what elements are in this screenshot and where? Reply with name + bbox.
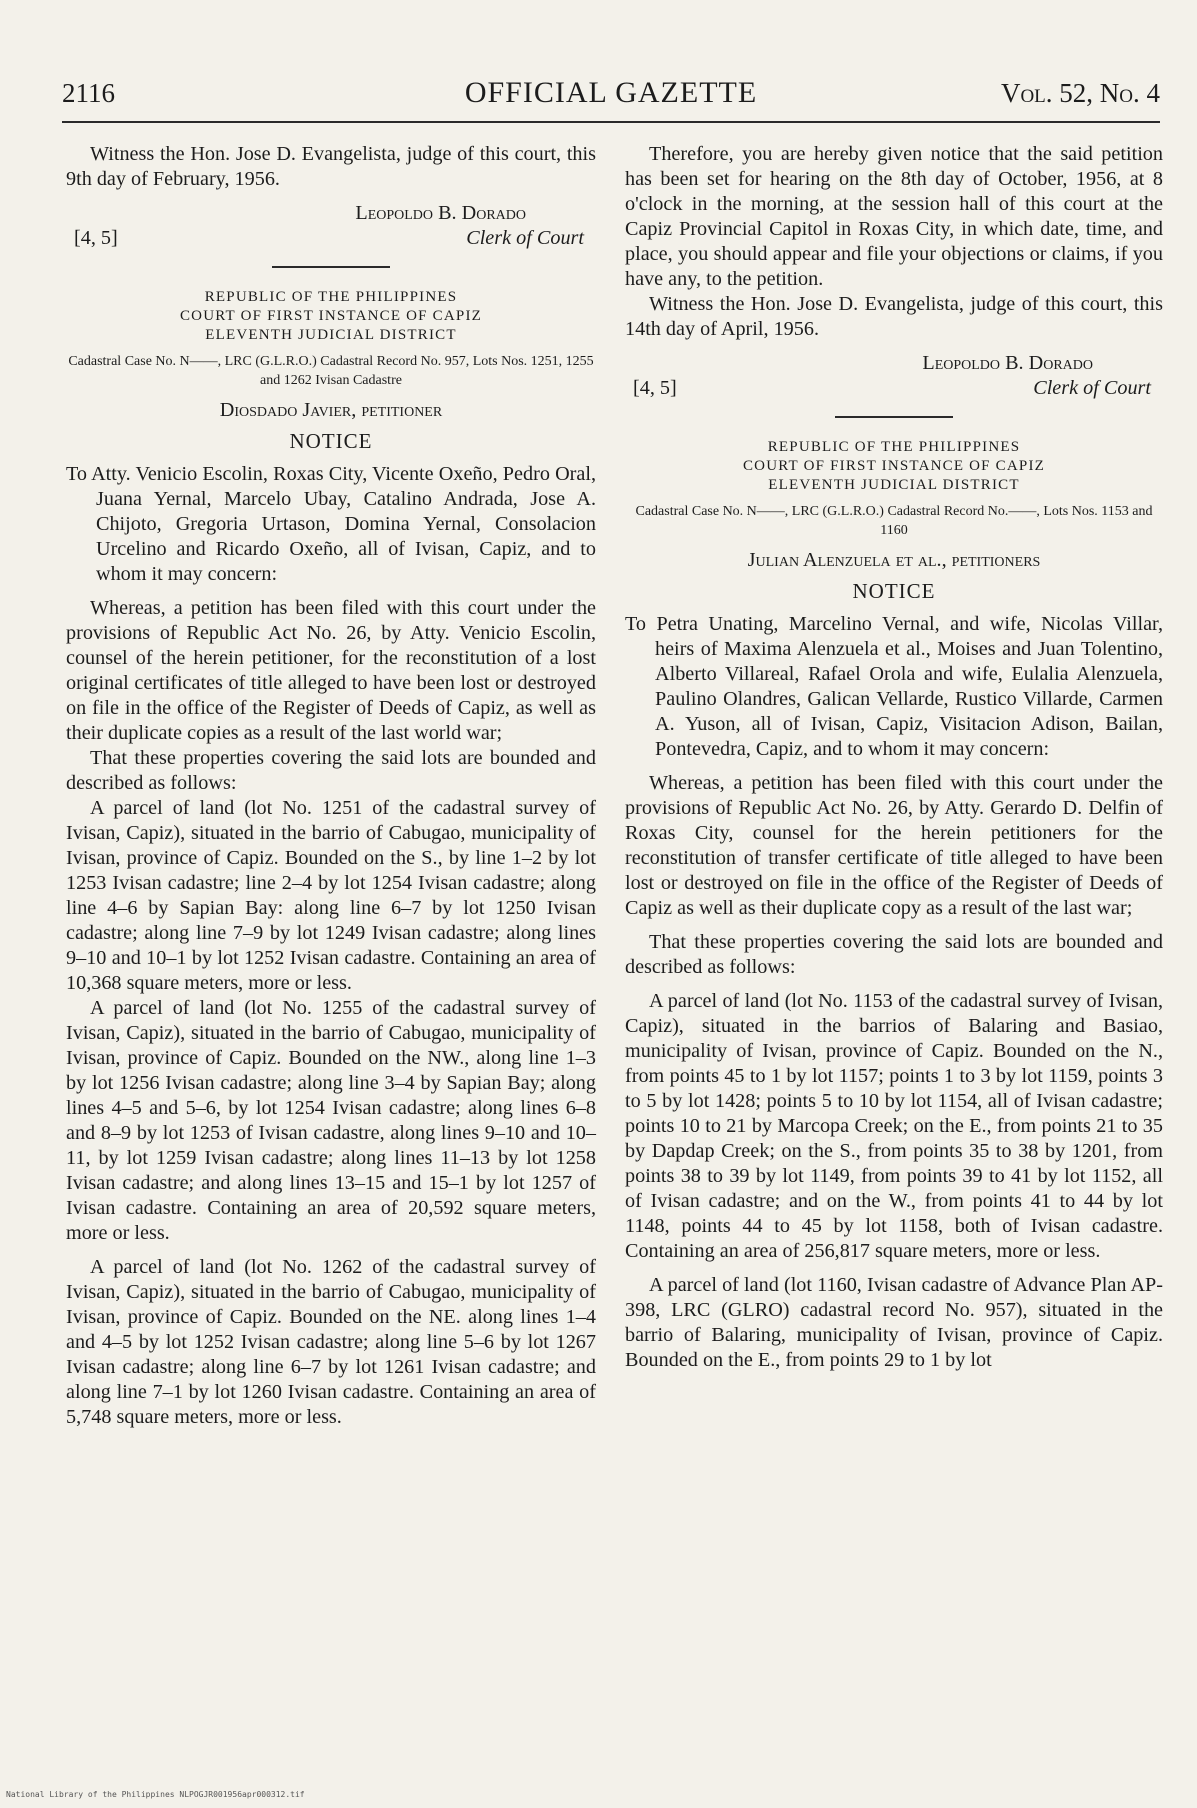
signature-name: Leopoldo B. Dorado xyxy=(355,202,526,224)
page-header xyxy=(62,70,1160,120)
whereas-paragraph: Whereas, a petition has been filed with this court under the provisions of Republic Act No. 26, by Atty. Gerardo D. Delfin of Roxas City, counsel for the herein petitioners for the reconstitution of transfer certificate of title alleged to have been lost or destroyed on file in the office of the Register of Deeds of Capiz as well as their duplicate copy as a result of the last war; xyxy=(625,772,1163,919)
parcel-paragraph: A parcel of land (lot No. 1255 of the cadastral survey of Ivisan, Capiz), situated in the barrio of Cabugao, municipality of Ivisan, province of Capiz. Bounded on the NW., along line 1–3 by lot 1256 Ivisan cadastre; along line 3–4 by Sapian Bay; along lines 4–5 and 5–6, by lot 1254 Ivisan cadastre; along lines 6–8 and 8–9 by lot 1253 of Ivisan cadastre, along lines 9–10 and 10–11, by lot 1259 Ivisan cadastre; along lines 11–13 by lot 1258 Ivisan cadastre; and along lines 13–15 and 15–1 by lot 1257 of Ivisan cadastre. Containing an area of 20,592 square meters, more or less. xyxy=(66,997,596,1244)
that-paragraph: That these properties covering the said lots are bounded and described as follows: xyxy=(625,931,1163,978)
court-line: COURT OF FIRST INSTANCE OF CAPIZ xyxy=(179,308,483,324)
publication-code: [4, 5] xyxy=(633,377,677,399)
court-line: REPUBLIC OF THE PHILIPPINES xyxy=(767,439,1021,455)
parcel-paragraph: A parcel of land (lot No. 1153 of the cadastral survey of Ivisan, Capiz), situated in the barrios of Balaring and Basiao, municipality of Ivisan, province of Capiz. Bounded on the N., from points 45 to 1 by lot 1157; points 1 to 3 by lot 1159, points 3 to 5 by lot 1428; points 5 to 10 by lot 1154, all of Ivisan cadastre; points 10 to 21 by Marcopa Creek; on the E., from points 21 to 35 by Dapdap Creek; on the S., from points 35 to 38 by 1201, from points 38 to 39 by lot 1149, from points 39 to 41 by lot 1152, all of Ivisan cadastre; and on the W., from points 41 to 44 by lot 1148, points 44 to 45 by lot 1158, both of Ivisan cadastre. Containing an area of 256,817 square meters, more or less. xyxy=(625,990,1163,1262)
court-line: ELEVENTH JUDICIAL DISTRICT xyxy=(768,477,1020,493)
left-column xyxy=(66,142,596,1430)
whereas-paragraph: Whereas, a petition has been filed with this court under the provisions of Republic Act No. 26, by Atty. Venicio Escolin, counsel of the herein petitioner, for the reconstitution of a lost original certificates of title alleged to have been lost or destroyed on file in the office of the Register of Deeds of Capiz, as well as their duplicate copies as a result of the last world war; xyxy=(66,597,596,744)
parcel-paragraph: A parcel of land (lot 1160, Ivisan cadastre of Advance Plan AP-398, LRC (GLRO) cadastral record No. 957), situated in the barrio of Balaring, municipality of Ivisan, province of Capiz. Bounded on the E., from points 29 to 1 by lot xyxy=(625,1274,1163,1371)
notice-separator xyxy=(272,266,390,268)
right-column xyxy=(625,142,1163,1373)
parties-line: Julian Alenzuela et al., petitioners xyxy=(747,549,1041,571)
notice-separator xyxy=(835,416,953,418)
signature-title: Clerk of Court xyxy=(1033,377,1151,399)
witness-paragraph: Witness the Hon. Jose D. Evangelista, judge of this court, this 9th day of February, 1956. xyxy=(66,143,596,190)
notice-heading: NOTICE xyxy=(289,429,373,453)
scan-footer: National Library of the Philippines NLPOGJR001956apr000312.tif xyxy=(6,1790,305,1799)
court-heading xyxy=(625,438,1163,495)
volume-number: Vol. 52, No. 4 xyxy=(1000,78,1160,108)
therefore-paragraph: Therefore, you are hereby given notice that the said petition has been set for hearing on the 8th day of October, 1956, at 8 o'clock in the morning, at the session hall of this court at the Capiz Provincial Capitol in Roxas City, in which date, time, and place, you should appear and file your objections or claims, if you have any, to the petition. xyxy=(625,143,1163,290)
court-heading xyxy=(66,288,596,345)
publication-title: OFFICIAL GAZETTE xyxy=(464,76,758,109)
court-line: COURT OF FIRST INSTANCE OF CAPIZ xyxy=(742,458,1046,474)
court-line: REPUBLIC OF THE PHILIPPINES xyxy=(204,289,458,305)
case-line: Cadastral Case No. N——, LRC (G.L.R.O.) Cadastral Record No. 957, Lots Nos. 1251, 1255 and 1262 Ivisan Cadastre xyxy=(68,354,594,388)
to-paragraph: To Atty. Venicio Escolin, Roxas City, Vicente Oxeño, Pedro Oral, Juana Yernal, Marcelo Ubay, Catalino Andrada, Jose A. Chijoto, Gregoria Urtason, Domina Yernal, Consolacion Urcelino and Ricardo Oxeño, all of Ivisan, Capiz, and to whom it may concern: xyxy=(66,463,596,585)
publication-code: [4, 5] xyxy=(74,227,118,249)
to-paragraph: To Petra Unating, Marcelino Vernal, and wife, Nicolas Villar, heirs of Maxima Alenzuela et al., Moises and Juan Tolentino, Alberto Villareal, Rafael Orola and wife, Eulalia Alenzuela, Paulino Olandres, Galican Vellarde, Rustico Villarde, Carmen A. Yuson, all of Ivisan, Capiz, Visitacion Adison, Bailan, Pontevedra, Capiz, and to whom it may concern: xyxy=(625,613,1163,760)
parties-line: Diosdado Javier, petitioner xyxy=(219,399,443,421)
signature-row xyxy=(66,226,596,252)
signature-name: Leopoldo B. Dorado xyxy=(922,352,1093,374)
that-paragraph: That these properties covering the said lots are bounded and described as follows: xyxy=(66,747,596,794)
header-rule xyxy=(62,121,1160,123)
witness-paragraph: Witness the Hon. Jose D. Evangelista, judge of this court, this 14th day of April, 1956. xyxy=(625,293,1163,340)
notice-heading: NOTICE xyxy=(852,579,936,603)
court-line: ELEVENTH JUDICIAL DISTRICT xyxy=(205,327,457,343)
parcel-paragraph: A parcel of land (lot No. 1251 of the cadastral survey of Ivisan, Capiz), situated in the barrio of Cabugao, municipality of Ivisan, province of Capiz. Bounded on the S., by line 1–2 by lot 1253 Ivisan cadastre; line 2–4 by lot 1254 Ivisan cadastre; along line 4–6 by Sapian Bay: along line 6–7 by lot 1250 Ivisan cadastre; along line 7–9 by lot 1249 Ivisan cadastre; along lines 9–10 and 10–1 by lot 1252 Ivisan cadastre. Containing an area of 10,368 square meters, more or less. xyxy=(66,797,596,994)
parcel-paragraph: A parcel of land (lot No. 1262 of the cadastral survey of Ivisan, Capiz), situated in the barrio of Cabugao, municipality of Ivisan, province of Capiz. Bounded on the NE. along lines 1–4 and 4–5 by lot 1252 Ivisan cadastre; along line 5–6 by lot 1267 Ivisan cadastre; along line 6–7 by lot 1261 Ivisan cadastre; and along line 7–1 by lot 1260 Ivisan cadastre. Containing an area of 5,748 square meters, more or less. xyxy=(66,1256,596,1428)
signature-row xyxy=(625,376,1163,402)
signature-title: Clerk of Court xyxy=(466,227,584,249)
case-line: Cadastral Case No. N——, LRC (G.L.R.O.) Cadastral Record No.——, Lots Nos. 1153 and 1160 xyxy=(635,504,1153,538)
page-number: 2116 xyxy=(62,78,115,108)
